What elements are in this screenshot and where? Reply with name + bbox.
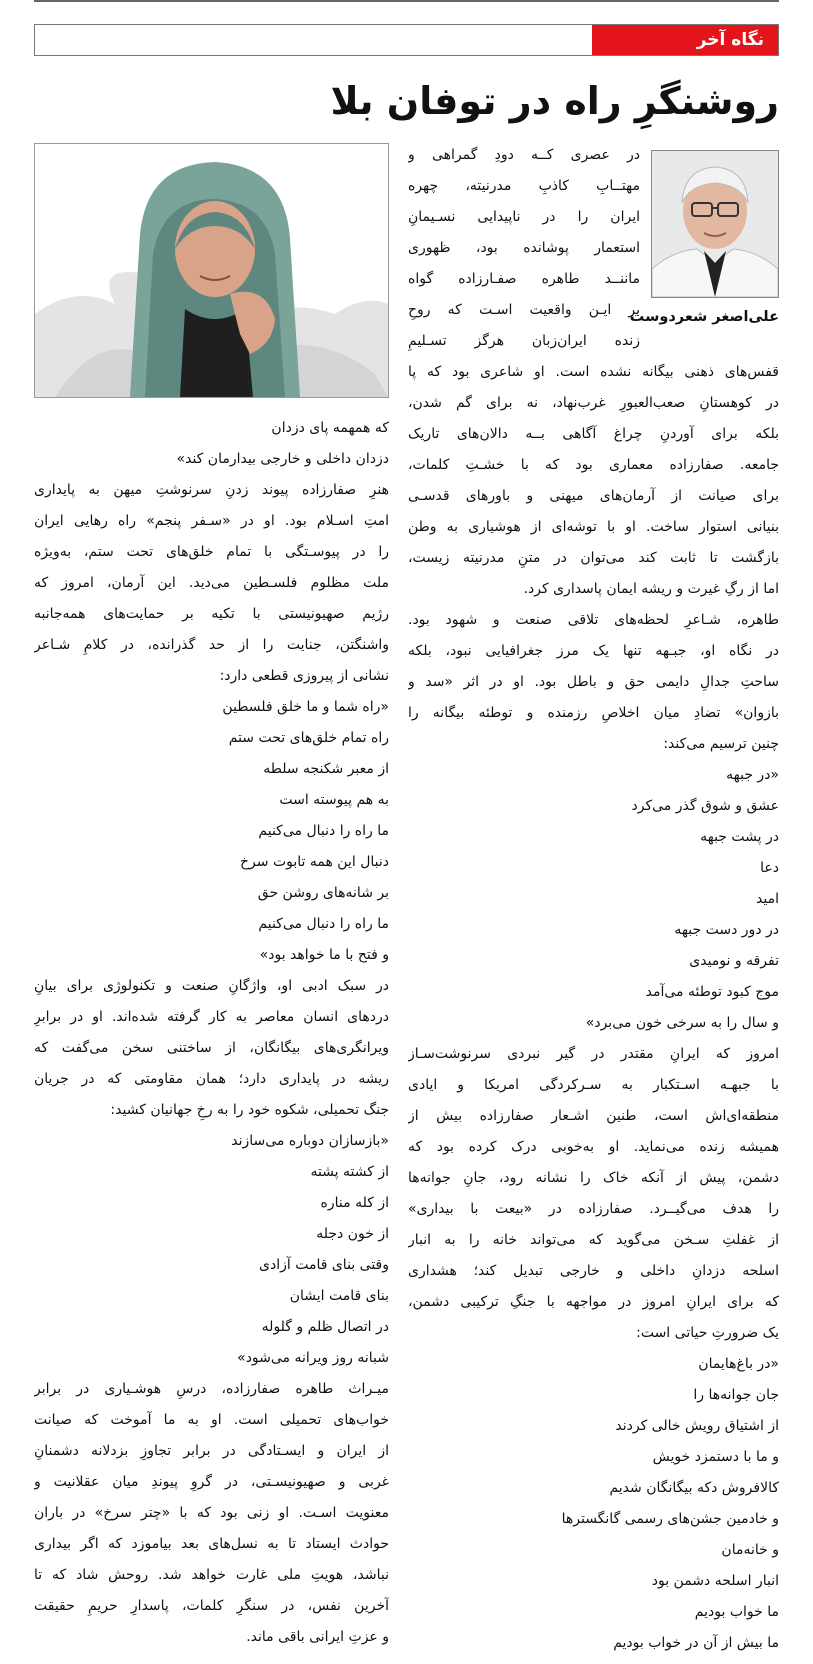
paragraph-line: برای صیانت از آرمان‌های میهنی و باورهای قدسـی — [408, 488, 779, 504]
paragraph-line: در سبک ادبی او، واژگانِ صنعت و تکنولوژی برای بیانِ — [34, 978, 389, 994]
headline: روشنگرِ راه در توفان بلا — [330, 79, 779, 123]
poem-line: و سال را به سرخی خون می‌برد» — [585, 1015, 779, 1031]
paragraph-line: نشانی از پیروزی قطعی دارد: — [219, 668, 389, 684]
paragraph-line: حوادث ایستاد تا به نسل‌های بعد بیاموزد که اگر بیداری — [34, 1536, 389, 1552]
poem-line: «در باغ‌هایمان — [698, 1356, 779, 1372]
paragraph-line: جنگ تحمیلی، شکوه خود را به رخِ جهانیان کشید: — [110, 1102, 389, 1118]
poem-line: دعا — [760, 860, 779, 876]
poem-line: جان جوانه‌ها را — [693, 1387, 779, 1403]
paragraph-line: و عزتِ ایرانی باقی ماند. — [246, 1629, 389, 1645]
paragraph-line: منطقه‌ای‌اش است، طنین اشـعار صفارزاده بیش از — [408, 1108, 779, 1124]
paragraph-line: را هدف می‌گیــرد. صفارزاده در «بیعت با بیداری» — [408, 1201, 779, 1217]
paragraph-line: بازگشت تا ثابت کند می‌توان در متنِ مدرنیته زیست، — [408, 550, 779, 566]
poem-line: وقتی بنای قامت آزادی — [259, 1257, 389, 1273]
poem-line: عشق و شوق گذر می‌کرد — [631, 798, 779, 814]
poem-line: «بازسازان دوباره می‌سازند — [231, 1133, 389, 1149]
paragraph-line: امروز که ایرانِ مقتدر در گیر نبردی سرنوشت‌سـاز — [408, 1046, 779, 1062]
paragraph-line: از ایران و ایسـتادگی در برابر تجاوزِ بزدلانه دشمنانِ — [34, 1443, 389, 1459]
poem-line: کالافروش دکه بیگانگان شدیم — [609, 1480, 779, 1496]
poem-line: موج کبود توطئه می‌آمد — [645, 984, 779, 1000]
poet-portrait-illustration — [35, 144, 388, 397]
paragraph-line: که برای ایرانِ امروز در مواجهه با جنگِ ترکیبی دشمن، — [408, 1294, 779, 1310]
poem-line: بنای قامت ایشان — [289, 1288, 389, 1304]
paragraph-line: آخرین نفس، در سنگرِ کلمات، پاسدارِ حریمِ حقیقت — [34, 1598, 389, 1614]
paragraph-line: امتِ اسـلام بود. او در «سـفر پنجم» راه رهایی ایران — [34, 513, 389, 529]
paragraph-line: را در پیوسـتگی با تمام خلق‌های تحت ستم، به‌ویژه — [34, 544, 389, 560]
poem-line: در اتصال ظلم و گلوله — [261, 1319, 389, 1335]
paragraph-line: بلکه برای آوردنِ چراغ آگاهی بــه دالان‌های تاریک — [408, 426, 779, 442]
paragraph-line: هنرِ صفارزاده پیوند زدنِ سرنوشتِ میهن به پایداری — [34, 482, 389, 498]
author-name: علی‌اصغر شعردوست — [629, 309, 779, 325]
poem-line: تفرقه و نومیدی — [689, 953, 779, 969]
poem-line: از کشته پشته — [310, 1164, 389, 1180]
poem-line: و خادمین جشن‌های رسمی گانگسترها — [561, 1511, 779, 1527]
paragraph-line: اسلحه دزدانِ داخلی و خارجی تبدیل کند؛ هشداری — [408, 1263, 779, 1279]
author-photo — [651, 150, 779, 298]
paragraph-line: طاهره، شـاعرِ لحظه‌های تلاقی صنعت و شهود بود. — [408, 612, 779, 628]
poem-line: در پشت جبهه — [700, 829, 779, 845]
poem-line: از اشتیاق رویش خالی کردند — [615, 1418, 779, 1434]
poem-line: دنبال این همه تابوت سرخ — [240, 854, 389, 870]
poem-line: از معبر شکنجه سلطه — [263, 761, 389, 777]
paragraph-line: ایران را در ناپیدایی نسـیمانِ — [408, 209, 640, 225]
article-column-right — [408, 357, 779, 1659]
paragraph-line: در نگاه او، جبـهه تنها یک مرز جغرافیایی نبود، بلکه — [408, 643, 779, 659]
paragraph-line: غربی و صهیونیسـتی، در گروِ پیوندِ میان عقلانیت و — [34, 1474, 389, 1490]
poem-line: از کله مناره — [320, 1195, 389, 1211]
paragraph-line: قفس‌های ذهنی بیگانه نشده است. او شاعری بود که پا — [408, 364, 779, 380]
paragraph-line: از غفلتِ سـخن می‌گوید که می‌تواند خانه را به انبار — [408, 1232, 779, 1248]
poem-line: و خانه‌مان — [721, 1542, 779, 1558]
poem-line: راه تمام خلق‌های تحت ستم — [228, 730, 389, 746]
paragraph-line: با جبهـه اسـتکبار به سـرکردگی امریکا و ایادی — [408, 1077, 779, 1093]
paragraph-line: استعمار پوشانده بود، ظهوری — [408, 240, 640, 256]
author-portrait-illustration — [652, 151, 778, 297]
poem-line: ما خواب بودیم — [694, 1604, 779, 1620]
section-label: نگاه آخر — [592, 25, 778, 55]
paragraph-line: بر ایـن واقعیت اسـت که روحِ — [408, 302, 640, 318]
paragraph-line: همیشه زنده می‌نماید. او به‌خوبی درک کرده بود که — [408, 1139, 779, 1155]
paragraph-line: مهتــابِ کاذبِ مدرنیته، چهره — [408, 178, 640, 194]
poem-line: «راه شما و ما خلق فلسطین — [222, 699, 389, 715]
poem-line: شبانه روز ویرانه می‌شود» — [237, 1350, 389, 1366]
paragraph-line: نباشد، هویتِ ملی غارت خواهد شد. روحش شاد که تا — [34, 1567, 389, 1583]
paragraph-line: ویرانگری‌های بیگانگان، از ساختنی سخن می‌گفت که — [34, 1040, 389, 1056]
poem-line: در دور دست جبهه — [674, 922, 779, 938]
top-rule — [34, 0, 779, 2]
article-column-left — [34, 413, 389, 1653]
poem-line: دزدان داخلی و خارجی بیدارمان کند» — [176, 451, 389, 467]
paragraph-line: بازوان» تضادِ میان اخلاصِ رزمنده و توطئه بیگانه را — [408, 705, 779, 721]
poem-line: از خون دجله — [316, 1226, 389, 1242]
paragraph-line: بنیانی استوار ساخت. او با توشه‌ای از هوشیاری به وطن — [408, 519, 779, 535]
paragraph-line: جامعه. صفارزاده معماری بود که با خشـتِ کلمات، — [408, 457, 779, 473]
poem-line: و ما با دستمزد خویش — [652, 1449, 779, 1465]
poem-line: ما راه را دنبال می‌کنیم — [258, 823, 389, 839]
main-photo — [34, 143, 389, 398]
poem-line: بر شانه‌های روشن حق — [257, 885, 389, 901]
poem-line: ما بیش از آن در خواب بودیم — [613, 1635, 779, 1651]
paragraph-line: میـراث طاهره صفارزاده، درسِ هوشـیاری در برابر — [34, 1381, 389, 1397]
section-header-bar — [34, 24, 779, 56]
poem-line: امید — [756, 891, 779, 907]
paragraph-line: زنده ایران‌زبان هرگز تسـلیمِ — [408, 333, 640, 349]
paragraph-line: در عصری کــه دودِ گمراهی و — [408, 147, 640, 163]
paragraph-line: ماننــد طاهره صفـارزاده گواه — [408, 271, 640, 287]
poem-line: ما راه را دنبال می‌کنیم — [258, 916, 389, 932]
paragraph-line: ریشه در پایداری دارد؛ همان مقاومتی که در جریان — [34, 1071, 389, 1087]
paragraph-line: اما از رگِ غیرت و ریشه ایمان پاسداری کرد. — [523, 581, 779, 597]
poem-line: که همهمه پای دزدان — [271, 420, 389, 436]
poem-line: به هم پیوسته است — [279, 792, 389, 808]
paragraph-line: ساحتِ جدالِ دایمی حق و باطل بود. او در اثر «سد و — [408, 674, 779, 690]
paragraph-line: رژیم صهیونیستی با تکیه بر حمایت‌های همه‌جانبه — [34, 606, 389, 622]
paragraph-line: یک ضرورتِ حیاتی است: — [636, 1325, 779, 1341]
poem-line: و فتح با ما خواهد بود» — [259, 947, 389, 963]
paragraph-line: معنویت اسـت. او زنی بود که با «چتر سرخ» در باران — [34, 1505, 389, 1521]
paragraph-line: ملت مظلوم فلسـطین می‌دید. این آرمان، امروز که — [34, 575, 389, 591]
paragraph-line: دشمن، پیش از آنکه خاک را نشانه رود، جانِ جوانه‌ها — [408, 1170, 779, 1186]
paragraph-line: چنین ترسیم می‌کند: — [663, 736, 779, 752]
poem-line: انبار اسلحه دشمن بود — [651, 1573, 779, 1589]
paragraph-line: واشنگتن، جنایت را از حد گذرانده، در کلامِ شـاعر — [34, 637, 389, 653]
paragraph-line: دردهای انسان معاصر به کار گرفته شده‌اند. او در برابرِ — [34, 1009, 389, 1025]
article-column-right-top — [408, 140, 640, 357]
paragraph-line: خواب‌های تحمیلی است. او به ما آموخت که صیانت — [34, 1412, 389, 1428]
paragraph-line: در کوهستانِ صعب‌العبورِ غرب‌نهاد، نه برای گم شدن، — [408, 395, 779, 411]
poem-line: «در جبهه — [726, 767, 779, 783]
